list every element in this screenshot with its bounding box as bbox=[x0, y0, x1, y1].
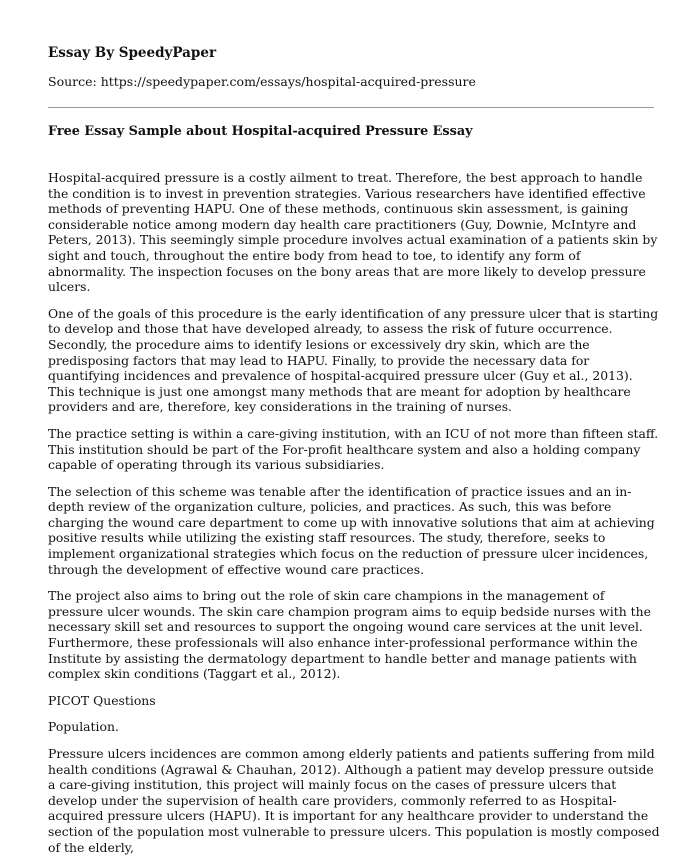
essay-body bbox=[48, 170, 660, 866]
paragraph: The selection of this scheme was tenable after the identification of practice issues and an in-depth review of the organization culture, policies, and practices. As such, this was before charging the wound care department to come up with innovative solutions that aim at achieving positive results while utilizing the existing staff resources. The study, therefore, seeks to implement organizational strategies which focus on the reduction of pressure ulcer incidences, through the development of effective wound care practices. bbox=[48, 483, 655, 577]
paragraph: The project also aims to bring out the role of skin care champions in the management of pressure ulcer wounds. The skin care champion program aims to equip bedside nurses with the necessary skill set and resources to support the ongoing wound care services at the unit level. Furthermore, these professionals will also enhance inter-professional performance within the Institute by assisting the dermatology department to handle better and manage patients with complex skin conditions (Taggart et al., 2012). bbox=[48, 588, 651, 682]
paragraph: The practice setting is within a care-giving institution, with an ICU of not more than fifteen staff. This institution should be part of the For-profit healthcare system and also a holding company capable of operating through its various subsidiaries. bbox=[48, 425, 659, 473]
header-divider bbox=[48, 107, 654, 108]
section-heading-picot: PICOT Questions bbox=[48, 692, 156, 708]
subheading-population: Population. bbox=[48, 719, 119, 735]
source-url: https://speedypaper.com/essays/hospital-acquired-pressure bbox=[100, 74, 476, 89]
paragraph: Hospital-acquired pressure is a costly ailment to treat. Therefore, the best approach to handle the condition is to invest in prevention strategies. Various researchers have identified effective methods of preventing HAPU. One of these methods, continuous skin assessment, is gaining considerable notice among modern day health care practitioners (Guy, Downie, McIntyre and Peters, 2013). This seemingly simple procedure involves actual examination of a patients skin by sight and touch, throughout the entire body from head to toe, to identify any form of abnormality. The inspection focuses on the bony areas that are more likely to develop pressure ulcers. bbox=[48, 170, 658, 295]
essay-title: Free Essay Sample about Hospital-acquired Pressure Essay bbox=[48, 124, 473, 139]
source-label: Source: bbox=[48, 74, 101, 89]
source-line bbox=[48, 74, 476, 89]
paragraph: Pressure ulcers incidences are common among elderly patients and patients suffering from mild health conditions (Agrawal & Chauhan, 2012). Although a patient may develop pressure outside a care-giving institution, this project will mainly focus on the cases of pressure ulcers that develop under the supervision of health care providers, commonly referred to as Hospital-acquired pressure ulcers (HAPU). It is important for any healthcare provider to understand the section of the population most vulnerable to pressure ulcers. This population is mostly composed of the elderly, bbox=[48, 746, 660, 855]
paragraph: One of the goals of this procedure is the early identification of any pressure ulcer that is starting to develop and those that have developed already, to assess the risk of future occurrence. Secondly, the procedure aims to identify lesions or excessively dry skin, which are the predisposing factors that may lead to HAPU. Finally, to provide the necessary data for quantifying incidences and prevalence of hospital-acquired pressure ulcer (Guy et al., 2013). This technique is just one amongst many methods that are meant for adoption by healthcare providers and are, therefore, key considerations in the training of nurses. bbox=[48, 305, 659, 415]
brand-heading: Essay By SpeedyPaper bbox=[48, 45, 217, 61]
